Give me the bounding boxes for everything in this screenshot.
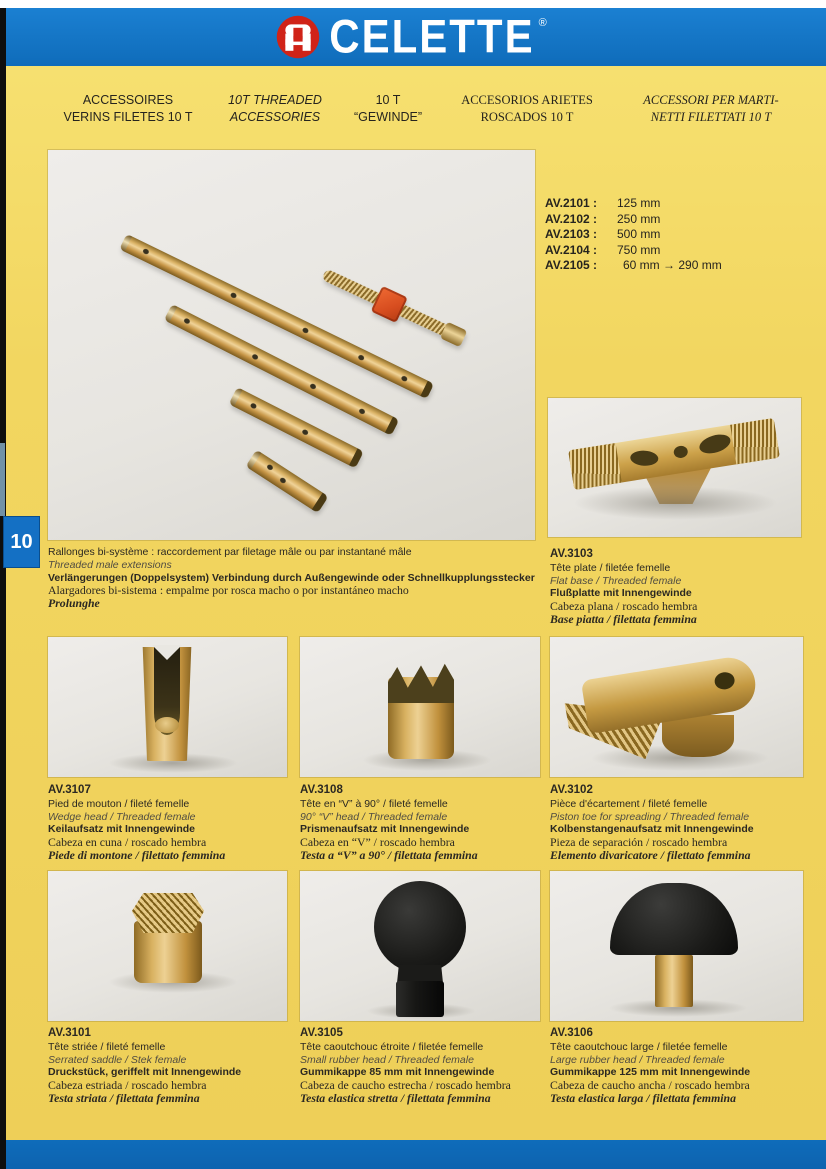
av3107-caption: AV.3107 Pied de mouton / fileté femelle Wedge head / Threaded female Keilaufsatz mit Innengewinde Cabeza en cuna / roscado hembra Piede di montone / filettato femmina [48, 784, 226, 862]
left-edge-strip [0, 8, 6, 1169]
av3106-rubber-dome [610, 883, 738, 955]
av3105-base [396, 981, 444, 1017]
av3108-v-crown [388, 663, 454, 703]
page-number-tab: 10 [3, 516, 40, 568]
av3102-hole [713, 671, 735, 691]
screw-adjuster-nut [371, 286, 408, 323]
language-titles [44, 92, 806, 126]
av3108-caption: AV.3108 Tête en “V” à 90° / fileté femelle 90° “V” head / Threaded female Prismenaufsatz mit Innengewinde Cabeza en “V” / roscado hembra Testa a “V” a 90° / filettata femmina [300, 784, 478, 862]
title-german: 10 T “GEWINDE” [353, 93, 423, 124]
av3101-caption: AV.3101 Tête striée / fileté femelle Serrated saddle / Stek female Druckstück, geriffelt mit Innengewinde Cabeza estriada / roscado hembra Testa striata / filettata femmina [48, 1027, 242, 1105]
tab-edge-strip [0, 443, 5, 516]
part-row: AV.2103 : 500 mm [545, 227, 661, 241]
part-row: AV.2105 : 60 mm → 290 mm [545, 258, 722, 272]
brand-wordmark: CELETTE [329, 10, 535, 63]
av3106-gold-stem [655, 955, 693, 1007]
av3101-photo [48, 871, 287, 1021]
bottom-banner [0, 1140, 826, 1169]
av3103-caption: AV.3103 Tête plate / filetée femelle Flat base / Threaded female Flußplatte mit Innengewinde Cabeza plana / roscado hembra Base piatta / filettata femmina [550, 548, 698, 626]
av3102-pedestal [662, 715, 734, 757]
part-row: AV.2104 : 750 mm [545, 242, 661, 257]
registered-mark: ® [538, 17, 547, 29]
av3102-photo [550, 637, 803, 777]
main-photo-extensions [48, 150, 535, 540]
av3105-photo [300, 871, 540, 1021]
av3108-body [388, 677, 454, 759]
threaded-screw-rod [321, 269, 462, 343]
av3105-caption: AV.3105 Tête caoutchouc étroite / filetée femelle Small rubber head / Threaded female Gummikappe 85 mm mit Innengewinde Cabeza de caucho estrecha / roscado hembra Testa elastica stretta / filettata femmina [300, 1027, 511, 1105]
part-row: AV.2101 : 125 mm [545, 196, 661, 210]
main-caption: Rallonges bi-système : raccordement par filetage mâle ou par instantané mâle Threaded male extensions Verlängerungen (Doppelsystem) Verbindung durch Außengewinde oder Schnellkupplungsstecker Alargadores bi-sistema : empalme por rosca macho o por instantáneo macho Prolunghe [48, 546, 535, 611]
title-italian: ACCESSORI PER MARTI- NETTI FILETTATI 10 T [643, 93, 779, 124]
av3107-scoop-highlight [155, 717, 179, 733]
av3108-photo [300, 637, 540, 777]
celette-h-logo-icon [275, 14, 321, 60]
av3107-photo [48, 637, 287, 777]
extension-tube-125 [246, 450, 329, 514]
screw-end-cap [440, 322, 468, 348]
part-row: AV.2102 : 250 mm [545, 211, 661, 226]
title-french: ACCESSOIRES VERINS FILETES 10 T [63, 93, 193, 124]
av3102-caption: AV.3102 Pièce d'écartement / fileté femelle Piston toe for spreading / Threaded female Kolbenstangenaufsatz mit Innengewinde Pieza de separación / roscado hembra Elemento divaricatore / filettato femmina [550, 784, 754, 862]
title-english: 10T THREADED ACCESSORIES [228, 93, 322, 124]
av3103-photo [548, 398, 801, 537]
av3105-rubber-ball [374, 881, 466, 973]
part-number-list [545, 196, 722, 274]
av3101-knurled-top [132, 893, 204, 933]
brand-header [0, 8, 826, 66]
av3106-caption: AV.3106 Tête caoutchouc large / filetée femelle Large rubber head / Threaded female Gummikappe 125 mm mit Innengewinde Cabeza de caucho ancha / roscado hembra Testa elastica larga / filettata femmina [550, 1027, 751, 1105]
av3106-photo [550, 871, 803, 1021]
title-spanish: ACCESORIOS ARIETES ROSCADOS 10 T [461, 93, 593, 124]
